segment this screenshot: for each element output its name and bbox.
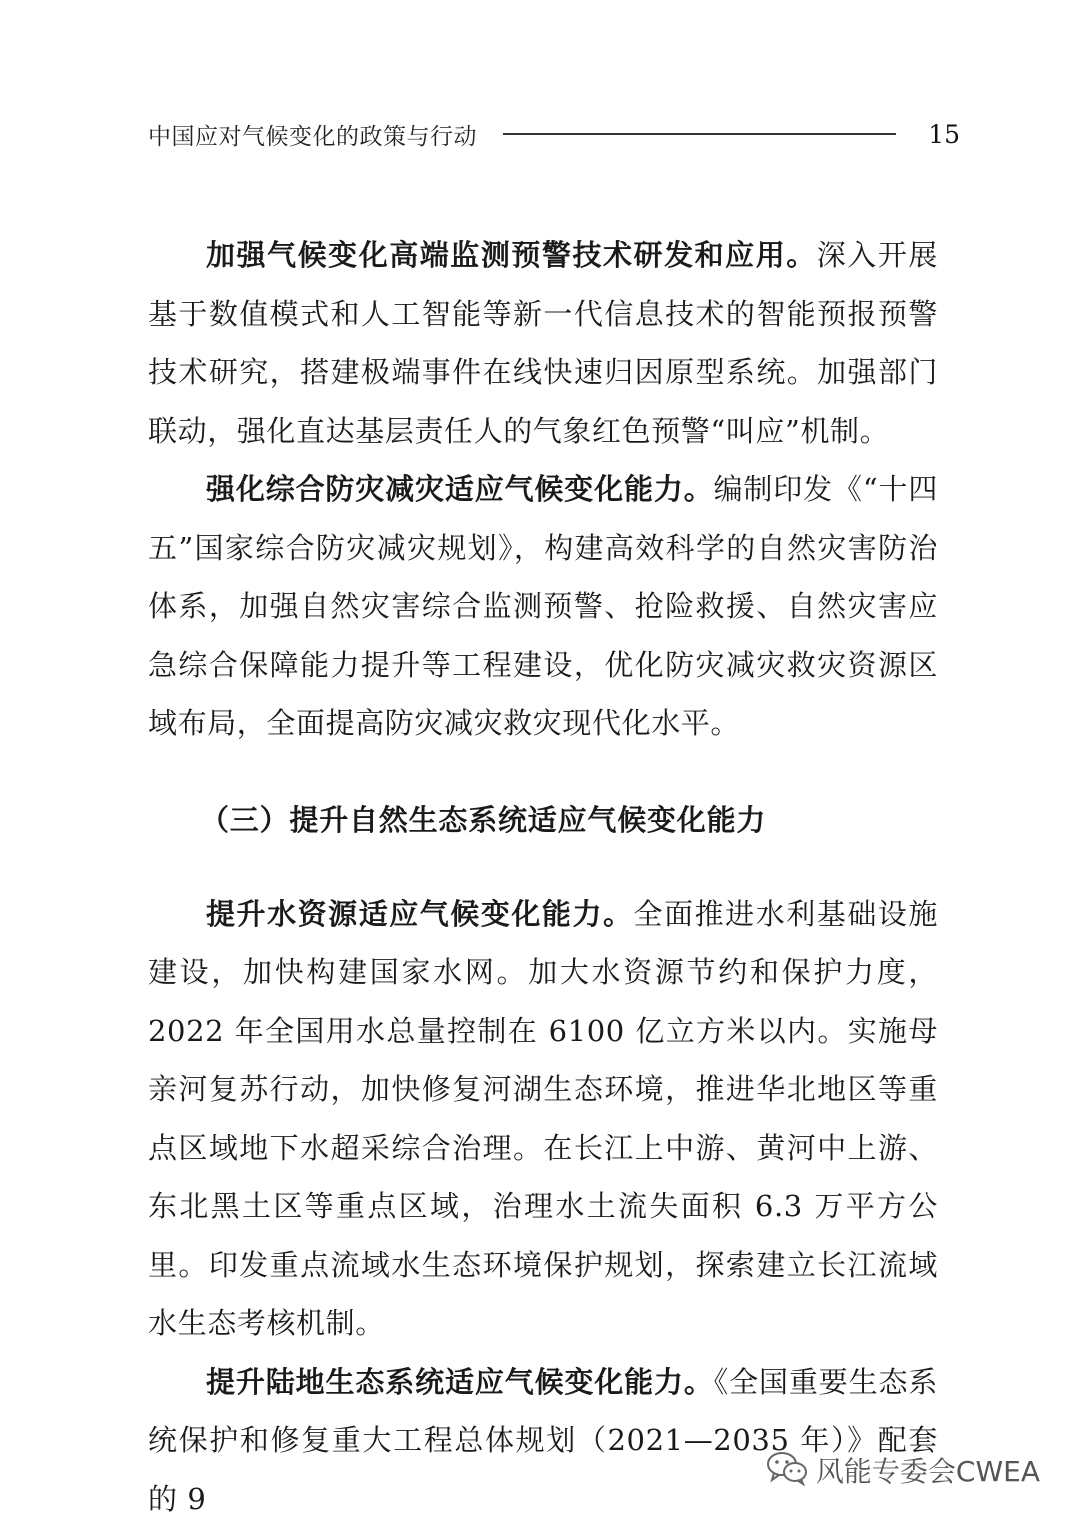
section-heading: （三）提升自然生态系统适应气候变化能力	[148, 791, 938, 849]
page-body	[148, 226, 938, 1528]
page-number: 15	[928, 120, 960, 149]
paragraph-lead: 加强气候变化高端监测预警技术研发和应用。	[206, 238, 817, 272]
header-title: 中国应对气候变化的政策与行动	[148, 118, 477, 151]
paragraph-lead: 强化综合防灾减灾适应气候变化能力。	[206, 472, 714, 506]
paragraph-lead: 提升水资源适应气候变化能力。	[206, 897, 634, 931]
paragraph-body: 《全国重要生态系统保护和修复重大工程总体规划（2021—2035 年）》配套的 9	[148, 1365, 938, 1516]
paragraph	[148, 1353, 938, 1528]
watermark	[766, 1448, 1040, 1492]
paragraph	[148, 460, 938, 753]
paragraph-lead: 提升陆地生态系统适应气候变化能力。	[206, 1365, 714, 1399]
header-rule	[503, 133, 896, 135]
paragraph	[148, 885, 938, 1353]
paragraph-body: 编制印发《“十四五”国家综合防灾减灾规划》，构建高效科学的自然灾害防治体系，加强自然灾害综合监测预警、抢险救援、自然灾害应急综合保障能力提升等工程建设，优化防灾减灾救灾资源区域布局，全面提高防灾减灾救灾现代化水平。	[148, 472, 938, 740]
paragraph-body: 全面推进水利基础设施建设，加快构建国家水网。加大水资源节约和保护力度，2022 年全国用水总量控制在 6100 亿立方米以内。实施母亲河复苏行动，加快修复河湖生态环境，推进华北地区等重点区域地下水超采综合治理。在长江上中游、黄河中上游、东北黑土区等重点区域，治理水土流失面积 6.3 万平方公里。印发重点流域水生态环境保护规划，探索建立长江流域水生态考核机制。	[148, 897, 938, 1341]
paragraph-body: 深入开展基于数值模式和人工智能等新一代信息技术的智能预报预警技术研究，搭建极端事件在线快速归因原型系统。加强部门联动，强化直达基层责任人的气象红色预警“叫应”机制。	[148, 238, 938, 448]
paragraph	[148, 226, 938, 460]
watermark-text: 风能专委会CWEA	[816, 1450, 1040, 1490]
wechat-icon	[766, 1450, 808, 1490]
running-header	[148, 116, 960, 152]
